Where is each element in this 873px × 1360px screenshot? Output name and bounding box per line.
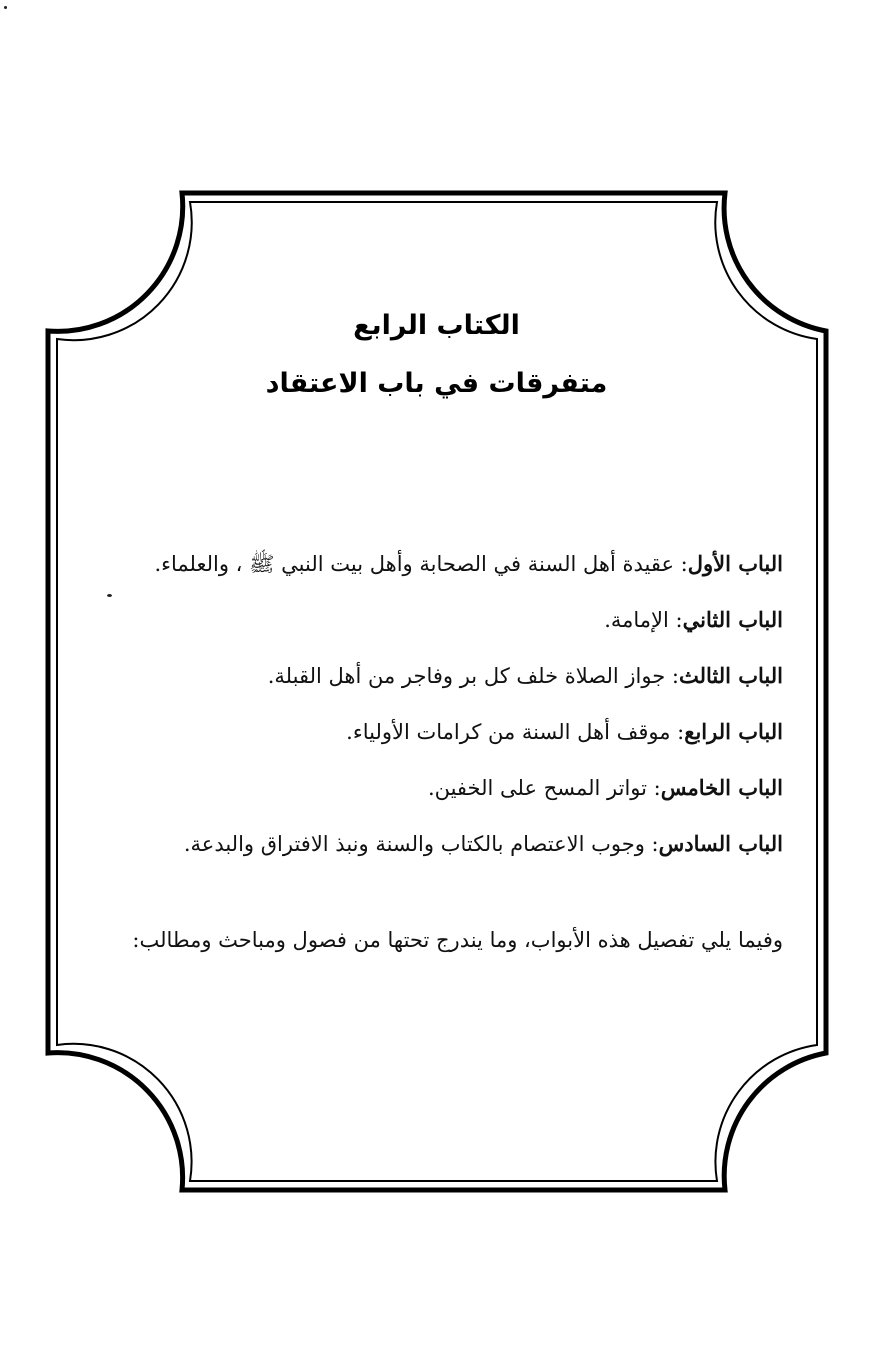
chapter-item — [83, 536, 783, 592]
chapter-text: : تواتر المسح على الخفين. — [427, 776, 661, 800]
chapter-item — [83, 816, 783, 872]
chapter-label: الباب الخامس — [660, 775, 783, 800]
chapter-item — [83, 592, 783, 648]
chapter-list — [83, 536, 783, 872]
closing-paragraph: وفيما يلي تفصيل هذه الأبواب، وما يندرج تحتها من فصول ومباحث ومطالب: — [132, 928, 783, 952]
chapter-label: الباب الأول — [687, 551, 783, 576]
chapter-text: : موقف أهل السنة من كرامات الأولياء. — [346, 720, 685, 744]
book-subtitle: متفرقات في باب الاعتقاد — [265, 368, 608, 399]
chapter-label: الباب الثاني — [682, 607, 783, 632]
chapter-text: : عقيدة أهل السنة في الصحابة وأهل بيت النبي ﷺ ، والعلماء. — [154, 552, 688, 576]
chapter-label: الباب الرابع — [684, 719, 783, 744]
scan-speck — [4, 6, 7, 9]
chapter-text: : وجوب الاعتصام بالكتاب والسنة ونبذ الافتراق والبدعة. — [183, 832, 659, 856]
chapter-label: الباب الثالث — [678, 663, 783, 688]
chapter-item — [83, 760, 783, 816]
chapter-item — [83, 704, 783, 760]
chapter-label: الباب السادس — [658, 831, 783, 856]
book-title: الكتاب الرابع — [353, 310, 520, 341]
chapter-item — [83, 648, 783, 704]
chapter-text: : الإمامة. — [604, 608, 683, 632]
chapter-text: : جواز الصلاة خلف كل بر وفاجر من أهل القبلة. — [267, 664, 679, 688]
